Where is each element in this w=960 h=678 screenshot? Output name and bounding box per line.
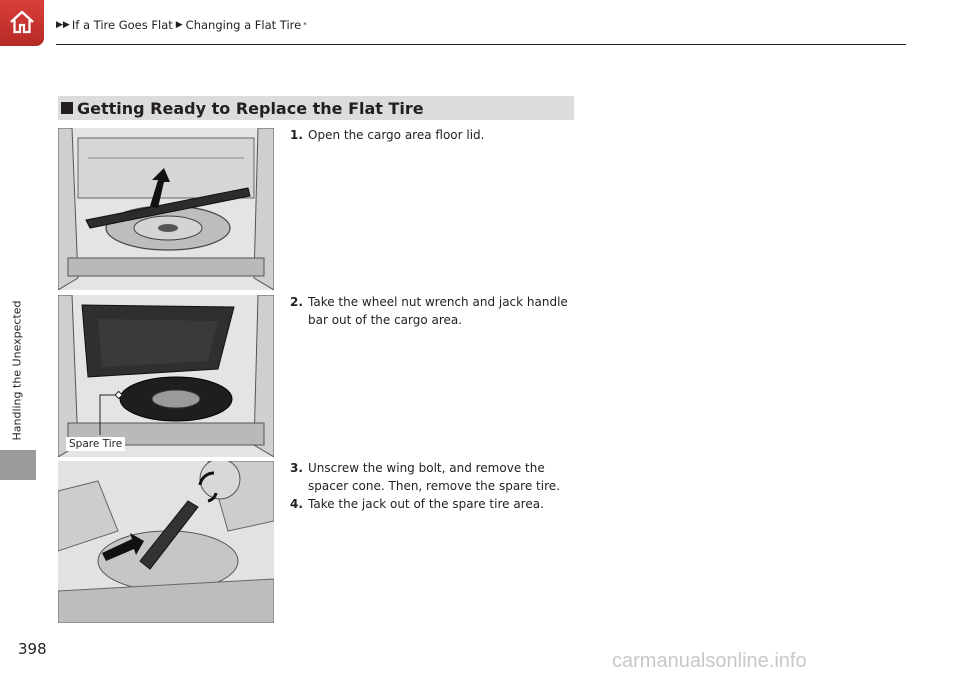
illustration-jack-removal <box>58 461 274 623</box>
page-number: 398 <box>18 640 47 658</box>
step-1 <box>290 126 590 144</box>
step-text-continued: bar out of the cargo area. <box>308 313 463 327</box>
section-header <box>58 96 574 120</box>
breadcrumb-separator-icon: ▶ <box>175 20 183 30</box>
header-divider <box>56 44 906 45</box>
breadcrumb-arrow-icon: ▶▶ <box>56 20 70 30</box>
spare-tire-callout: Spare Tire <box>66 437 125 451</box>
breadcrumb-link-flat-tire[interactable]: If a Tire Goes Flat <box>71 18 173 32</box>
step-4 <box>290 495 590 513</box>
step-text: Take the jack out of the spare tire area. <box>308 497 544 511</box>
step-text: Take the wheel nut wrench and jack handle <box>308 295 568 309</box>
watermark-footer: carmanualsonline.info <box>612 650 807 672</box>
step-text-continued: spacer cone. Then, remove the spare tire. <box>308 479 560 493</box>
section-bullet-icon <box>61 102 73 114</box>
illustration-open-floor-lid <box>58 128 274 290</box>
illustration-spare-tire-area <box>58 295 274 457</box>
step-number: 1. <box>290 128 303 142</box>
breadcrumb <box>56 18 307 32</box>
step-2 <box>290 293 590 329</box>
breadcrumb-asterisk: * <box>303 21 307 29</box>
step-3 <box>290 459 590 495</box>
breadcrumb-current: Changing a Flat Tire <box>185 18 302 32</box>
step-number: 3. <box>290 461 303 475</box>
chapter-side-label[interactable] <box>6 290 28 450</box>
step-text: Unscrew the wing bolt, and remove the <box>308 461 545 475</box>
step-number: 4. <box>290 497 303 511</box>
section-title: Getting Ready to Replace the Flat Tire <box>77 98 424 118</box>
step-text: Open the cargo area floor lid. <box>308 128 485 142</box>
chapter-tab[interactable] <box>0 450 36 480</box>
home-button[interactable] <box>0 0 44 46</box>
home-icon <box>9 9 35 35</box>
chapter-label-text: Handling the Unexpected <box>10 299 24 441</box>
step-number: 2. <box>290 295 303 309</box>
